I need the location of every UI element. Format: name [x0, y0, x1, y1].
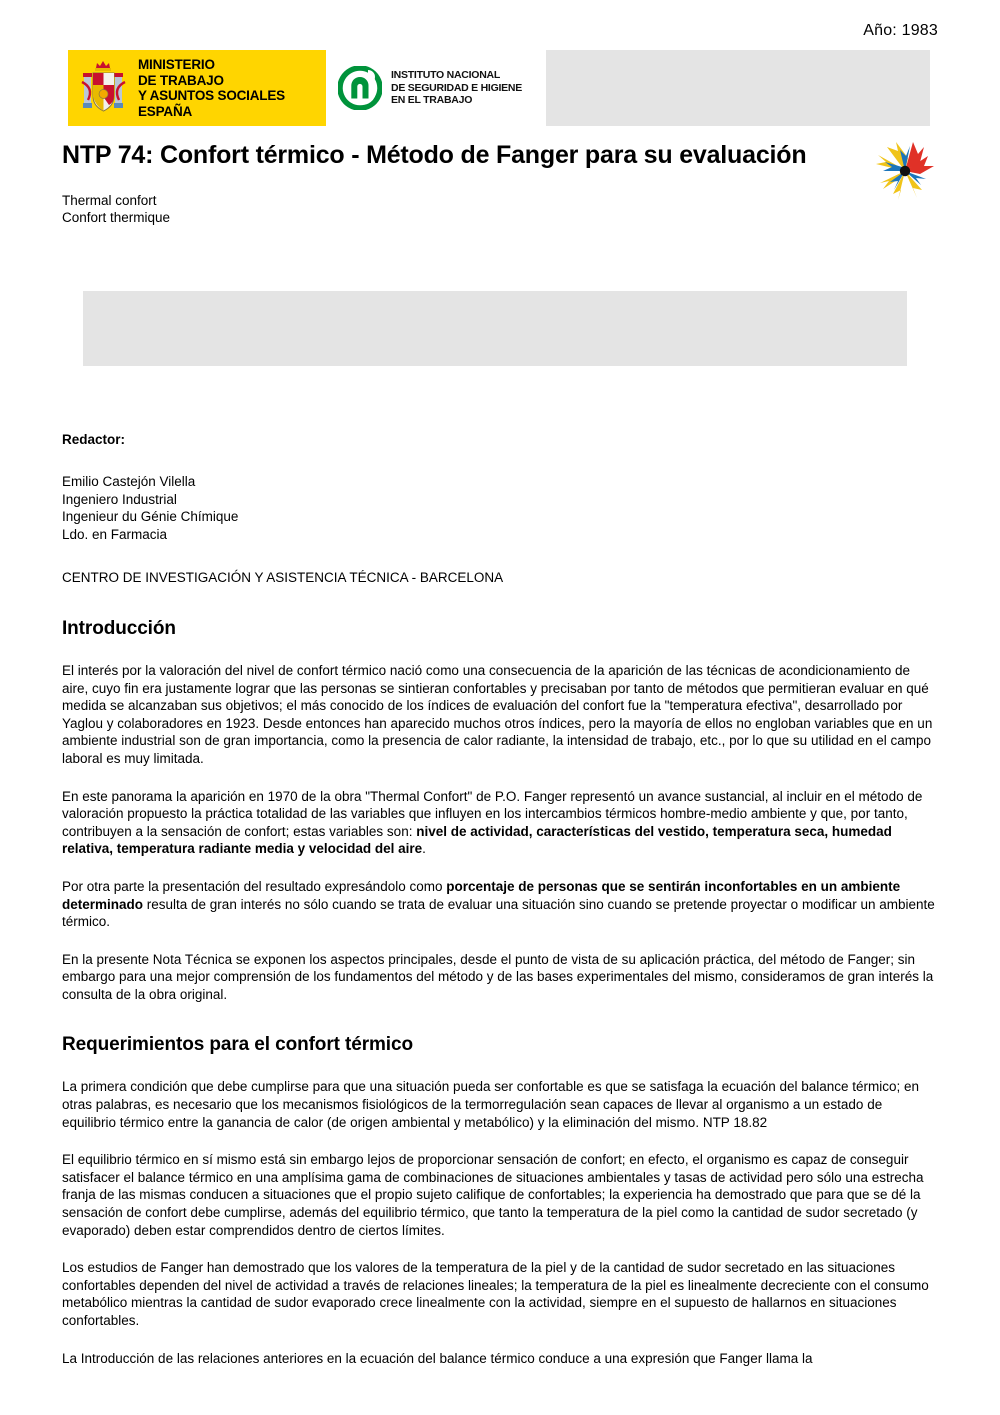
header-logo-band — [68, 50, 930, 126]
page-title: NTP 74: Confort térmico - Método de Fanger para su evaluación — [62, 141, 807, 169]
year-label: Año: 1983 — [863, 22, 938, 39]
research-center-line: CENTRO DE INVESTIGACIÓN Y ASISTENCIA TÉCNICA - BARCELONA — [62, 570, 504, 586]
document-body — [62, 432, 938, 1387]
ministry-line-2: DE TRABAJO — [138, 72, 224, 88]
ntp-starburst-logo-icon — [872, 138, 938, 204]
section-heading: Introducción — [62, 617, 176, 639]
paragraph-text: resulta de gran interés no sólo cuando se trata de evaluar una situación sino cuando se pretende proyectar o modificar un ambiente térmico. — [62, 896, 935, 930]
paragraph-text: En este panorama la aparición en 1970 de la obra "Thermal Confort" de P.O. Fanger representó un avance sustancial, al incluir en el método de valoración propuesto la práctica totalidad de las variables que influyen en los intercambios térmicos hombre-medio ambiente y que, por tanto, contribuyen a la sensación de confort; estas variables son: — [62, 788, 923, 839]
redactor-label: Redactor: — [62, 432, 126, 447]
body-paragraph — [62, 1259, 938, 1329]
ministry-logo-text — [138, 57, 285, 119]
section-heading: Requerimientos para el confort térmico — [62, 1034, 413, 1056]
sections-host — [62, 617, 938, 1367]
institute-logo-text — [391, 69, 522, 107]
body-paragraph — [62, 951, 938, 1004]
paragraph-text: El equilibrio térmico en sí mismo está sin embargo lejos de proporcionar sensación de confort; en efecto, el organismo es capaz de conseguir satisfacer el balance térmico en una amplísima gama de combinaciones de situaciones ambientales y tasas de actividad pero sólo una estrecha franja de las mismas conducen a situaciones que el propio sujeto califique de confortables; la experiencia ha demostrado que para que se dé la sensación de confort debe cumplirse, además del equilibrio térmico, que tanto la temperatura de la piel como la cantidad de sudor secretado (y evaporado) deben estar comprendidos dentro de ciertos límites. — [62, 1152, 924, 1238]
author-block — [62, 473, 938, 543]
body-paragraph — [62, 878, 938, 931]
author-role-3: Ldo. en Farmacia — [62, 526, 168, 542]
title-subtitles — [62, 192, 170, 226]
paragraph-text: La primera condición que debe cumplirse para que una situación pueda ser confortable es que se satisfaga la ecuación del balance térmico; en otras palabras, es necesario que los mecanismos fisiológicos de la termorregulación sean capaces de llevar al organismo a un estado de equilibrio térmico entre la ganancia de calor (de origen ambiental y metabólico) y la eliminación del mismo. NTP 18.82 — [62, 1079, 920, 1130]
emphasis-text: nivel de actividad, características del vestido, temperatura seca, humedad relativa, temperatura radiante media y velocidad del aire — [62, 823, 892, 857]
paragraph-text: Por otra parte la presentación del resultado expresándolo como — [62, 878, 447, 894]
institute-line-1: INSTITUTO NACIONAL — [391, 69, 501, 82]
institute-line-2: DE SEGURIDAD E HIGIENE — [391, 81, 523, 94]
paragraph-text: Los estudios de Fanger han demostrado que los valores de la temperatura de la piel y de la cantidad de sudor secretado en las situaciones confortables dependen del nivel de actividad a través de relaciones lineales; la temperatura de la piel es linealmente decreciente con el consumo metabólico mientras la cantidad de sudor evaporado crece linealmente con la actividad, siempre en el supuesto de hallarnos en situaciones confortables. — [62, 1260, 929, 1328]
author-role-1: Ingeniero Industrial — [62, 491, 177, 507]
ministry-line-1: MINISTERIO — [138, 57, 215, 72]
ministry-line-3: Y ASUNTOS SOCIALES — [138, 88, 285, 103]
paragraph-text: En la presente Nota Técnica se exponen los aspectos principales, desde el punto de vista de su aplicación práctica, del método de Fanger; sin embargo para una mejor comprensión de los fundamentos del método y de las bases experimentales del mismo, consideramos de gran interés la consulta de la obra original. — [62, 951, 934, 1002]
ministry-line-4: ESPAÑA — [138, 103, 193, 119]
author-role-2: Ingenieur du Génie Chímique — [62, 509, 239, 525]
subtitle-french: Confort thermique — [62, 210, 171, 225]
subtitle-english: Thermal confort — [62, 193, 157, 208]
ministry-logo-block — [68, 50, 326, 126]
paragraph-text: . — [422, 841, 426, 857]
body-paragraph — [62, 662, 938, 768]
emphasis-text: porcentaje de personas que se sentirán inconfortables en un ambiente determinado — [62, 878, 901, 912]
insht-logo-icon — [338, 66, 382, 110]
body-paragraph — [62, 1350, 938, 1368]
paragraph-text: La Introducción de las relaciones anteriores en la ecuación del balance térmico conduce a una expresión que Fanger llama la — [62, 1350, 813, 1366]
author-name: Emilio Castejón Vilella — [62, 474, 196, 489]
spain-coat-of-arms-icon — [78, 56, 132, 120]
institute-line-3: EN EL TRABAJO — [391, 94, 473, 107]
media-placeholder-box — [83, 291, 907, 366]
body-paragraph — [62, 1151, 938, 1239]
paragraph-text: El interés por la valoración del nivel de confort térmico nació como una consecuencia de la aparición de las técnicas de acondicionamiento de aire, cuyo fin era justamente lograr que las personas se sintieran confortables y precisaban por tanto de métodos que permitieran evaluar en qué medida se alcanzaban sus objetivos; el más conocido de los índices de evaluación del confort fue la "temperatura efectiva", desarrollado por Yaglou y colaboradores en 1923. Desde entonces han aparecido muchos otros índices, pero la mayoría de ellos no engloban variables que en un ambiente industrial son de gran importancia, como la presencia de calor radiante, la intensidad de trabajo, etc., por lo que su utilidad en el campo laboral es muy limitada. — [62, 662, 933, 766]
body-paragraph — [62, 788, 938, 858]
body-paragraph — [62, 1078, 938, 1131]
title-row — [62, 140, 938, 204]
institute-logo-block — [326, 50, 546, 126]
